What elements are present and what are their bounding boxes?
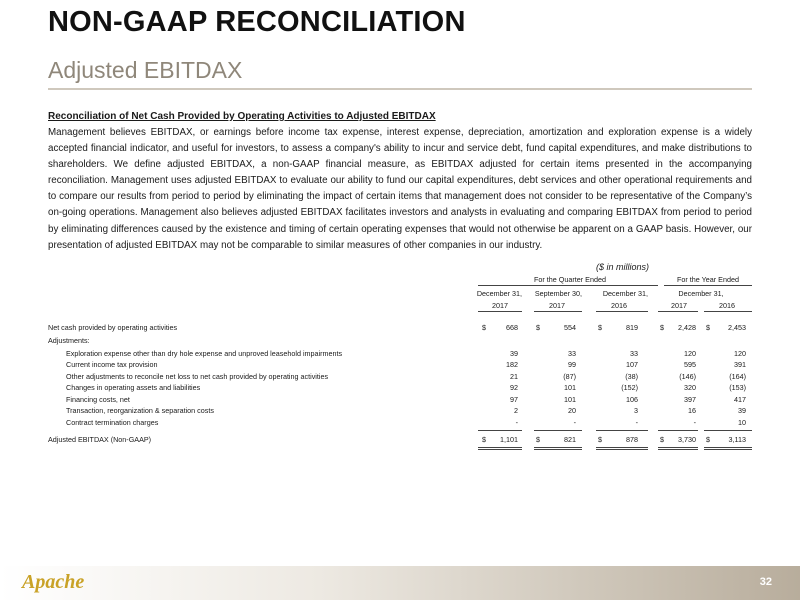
value-cell: 33	[630, 349, 638, 358]
col-underline-3	[596, 311, 648, 312]
group-header-year: For the Year Ended	[677, 275, 739, 284]
value-cell: 33	[568, 349, 576, 358]
currency-symbol: $	[536, 435, 540, 444]
value-cell: 99	[568, 360, 576, 369]
total-double-rule	[478, 449, 522, 450]
col-underline-5	[704, 311, 752, 312]
section-heading: Reconciliation of Net Cash Provided by Operating Activities to Adjusted EBITDAX	[48, 111, 436, 122]
col-header-top-1: December 31,	[476, 289, 522, 298]
value-cell: 101	[564, 383, 576, 392]
row-label: Other adjustments to reconcile net loss to net cash provided by operating activities	[66, 372, 329, 381]
value-cell: 107	[626, 360, 638, 369]
col-header-top-3: December 31,	[602, 289, 648, 298]
table-row	[48, 336, 752, 347]
value-cell: 97	[510, 395, 518, 404]
total-double-rule	[704, 449, 752, 450]
subtotal-rule	[704, 430, 752, 431]
units-note: ($ in millions)	[596, 262, 650, 272]
currency-symbol: $	[706, 323, 710, 332]
value-cell: 2,428	[678, 323, 696, 332]
currency-symbol: $	[536, 323, 540, 332]
value-cell: 101	[564, 395, 576, 404]
value-cell: 10	[738, 418, 746, 427]
value-cell: 3,730	[678, 435, 696, 444]
row-label: Net cash provided by operating activities	[48, 323, 178, 332]
value-cell: 2	[514, 406, 518, 415]
currency-symbol: $	[598, 323, 602, 332]
total-double-rule	[534, 449, 582, 450]
currency-symbol: $	[660, 323, 664, 332]
value-cell: 391	[734, 360, 746, 369]
currency-symbol: $	[598, 435, 602, 444]
value-cell: 2,453	[728, 323, 746, 332]
table-row	[48, 418, 752, 429]
table-row	[48, 349, 752, 360]
value-cell: 16	[688, 406, 696, 415]
currency-symbol: $	[482, 435, 486, 444]
total-double-rule	[478, 447, 522, 448]
col-header-2: 2017	[549, 301, 565, 310]
footer-bar	[0, 566, 800, 600]
total-double-rule	[534, 447, 582, 448]
value-cell: -	[573, 418, 576, 427]
group-underline-year	[664, 285, 752, 286]
value-cell: 39	[510, 349, 518, 358]
value-cell: 20	[568, 406, 576, 415]
currency-symbol: $	[706, 435, 710, 444]
apache-logo: Apache	[22, 571, 85, 593]
value-cell: -	[693, 418, 696, 427]
value-cell: 821	[564, 435, 576, 444]
subtotal-rule	[478, 430, 522, 431]
value-cell: 595	[684, 360, 696, 369]
group-header-quarter: For the Quarter Ended	[534, 275, 606, 284]
row-label: Transaction, reorganization & separation costs	[66, 406, 214, 415]
total-double-rule	[596, 447, 648, 448]
row-label: Exploration expense other than dry hole expense and unproved leasehold impairments	[66, 349, 343, 358]
value-cell: (164)	[729, 372, 746, 381]
value-cell: -	[635, 418, 638, 427]
subtotal-rule	[596, 430, 648, 431]
table-row	[48, 360, 752, 371]
value-cell: 120	[734, 349, 746, 358]
row-label: Financing costs, net	[66, 395, 130, 404]
page-number: 32	[759, 576, 772, 588]
value-cell: -	[515, 418, 518, 427]
table-row	[48, 323, 752, 334]
table-row	[48, 435, 752, 446]
total-double-rule	[658, 447, 698, 448]
subtotal-rule	[534, 430, 582, 431]
total-double-rule	[704, 447, 752, 448]
value-cell: (146)	[679, 372, 696, 381]
table-row	[48, 372, 752, 383]
page-title: NON-GAAP RECONCILIATION	[48, 6, 466, 38]
value-cell: 320	[684, 383, 696, 392]
row-label: Current income tax provision	[66, 360, 158, 369]
value-cell: 120	[684, 349, 696, 358]
col-underline-4	[658, 311, 698, 312]
body-paragraph: Management believes EBITDAX, or earnings before income tax expense, interest expense, depreciation, amortization and exploration expense is a widely accepted financial indicator, and useful for investors, to assess a company's ability to incur and service debt, fund capital expenditures, and make distributions to shareholders. We define adjusted EBITDAX, a non-GAAP financial measure, as EBITDAX adjusted for certain items presented in the accompanying reconciliation. Management uses adjusted EBITDAX to evaluate our ability to fund our capital expenditures, debt services and other operational requirements and to compare our results from period to period by eliminating the impact of certain items that management does not consider to be representative of the Company’s on-going operations. Management also believes adjusted EBITDAX facilitates investors and analysts in evaluating and comparing EBITDAX from period to period by eliminating differences caused by the existence and timing of certain operating expenses that would not otherwise be apparent on a GAAP basis. However, our presentation of adjusted EBITDAX may not be comparable to similar measures of other companies in our industry.	[48, 127, 752, 251]
col-header-1: 2017	[492, 301, 508, 310]
value-cell: 106	[626, 395, 638, 404]
currency-symbol: $	[660, 435, 664, 444]
col-underline-1	[478, 311, 522, 312]
col-header-3: 2016	[611, 301, 627, 310]
row-label: Changes in operating assets and liabilities	[66, 383, 201, 392]
table-row	[48, 383, 752, 394]
value-cell: 417	[734, 395, 746, 404]
value-cell: 21	[510, 372, 518, 381]
value-cell: 3	[634, 406, 638, 415]
col-underline-2	[534, 311, 582, 312]
col-header-5: 2016	[719, 301, 735, 310]
table-row	[48, 406, 752, 417]
value-cell: 39	[738, 406, 746, 415]
title-divider	[48, 88, 752, 90]
col-header-top-2: September 30,	[534, 289, 582, 298]
table-row	[48, 395, 752, 406]
value-cell: 819	[626, 323, 638, 332]
value-cell: 554	[564, 323, 576, 332]
group-underline-quarter	[478, 285, 658, 286]
value-cell: 668	[506, 323, 518, 332]
value-cell: (38)	[625, 372, 638, 381]
col-header-4: 2017	[671, 301, 687, 310]
value-cell: 3,113	[728, 435, 746, 444]
total-double-rule	[596, 449, 648, 450]
row-label: Adjusted EBITDAX (Non-GAAP)	[48, 435, 152, 444]
col-header-top-4: December 31,	[678, 289, 724, 298]
row-label: Adjustments:	[48, 336, 90, 345]
value-cell: (153)	[729, 383, 746, 392]
total-double-rule	[658, 449, 698, 450]
currency-symbol: $	[482, 323, 486, 332]
value-cell: (87)	[563, 372, 576, 381]
page-subtitle: Adjusted EBITDAX	[48, 57, 243, 83]
value-cell: (152)	[621, 383, 638, 392]
value-cell: 1,101	[500, 435, 518, 444]
value-cell: 92	[510, 383, 518, 392]
value-cell: 182	[506, 360, 518, 369]
value-cell: 397	[684, 395, 696, 404]
row-label: Contract termination charges	[66, 418, 159, 427]
value-cell: 878	[626, 435, 638, 444]
subtotal-rule	[658, 430, 698, 431]
